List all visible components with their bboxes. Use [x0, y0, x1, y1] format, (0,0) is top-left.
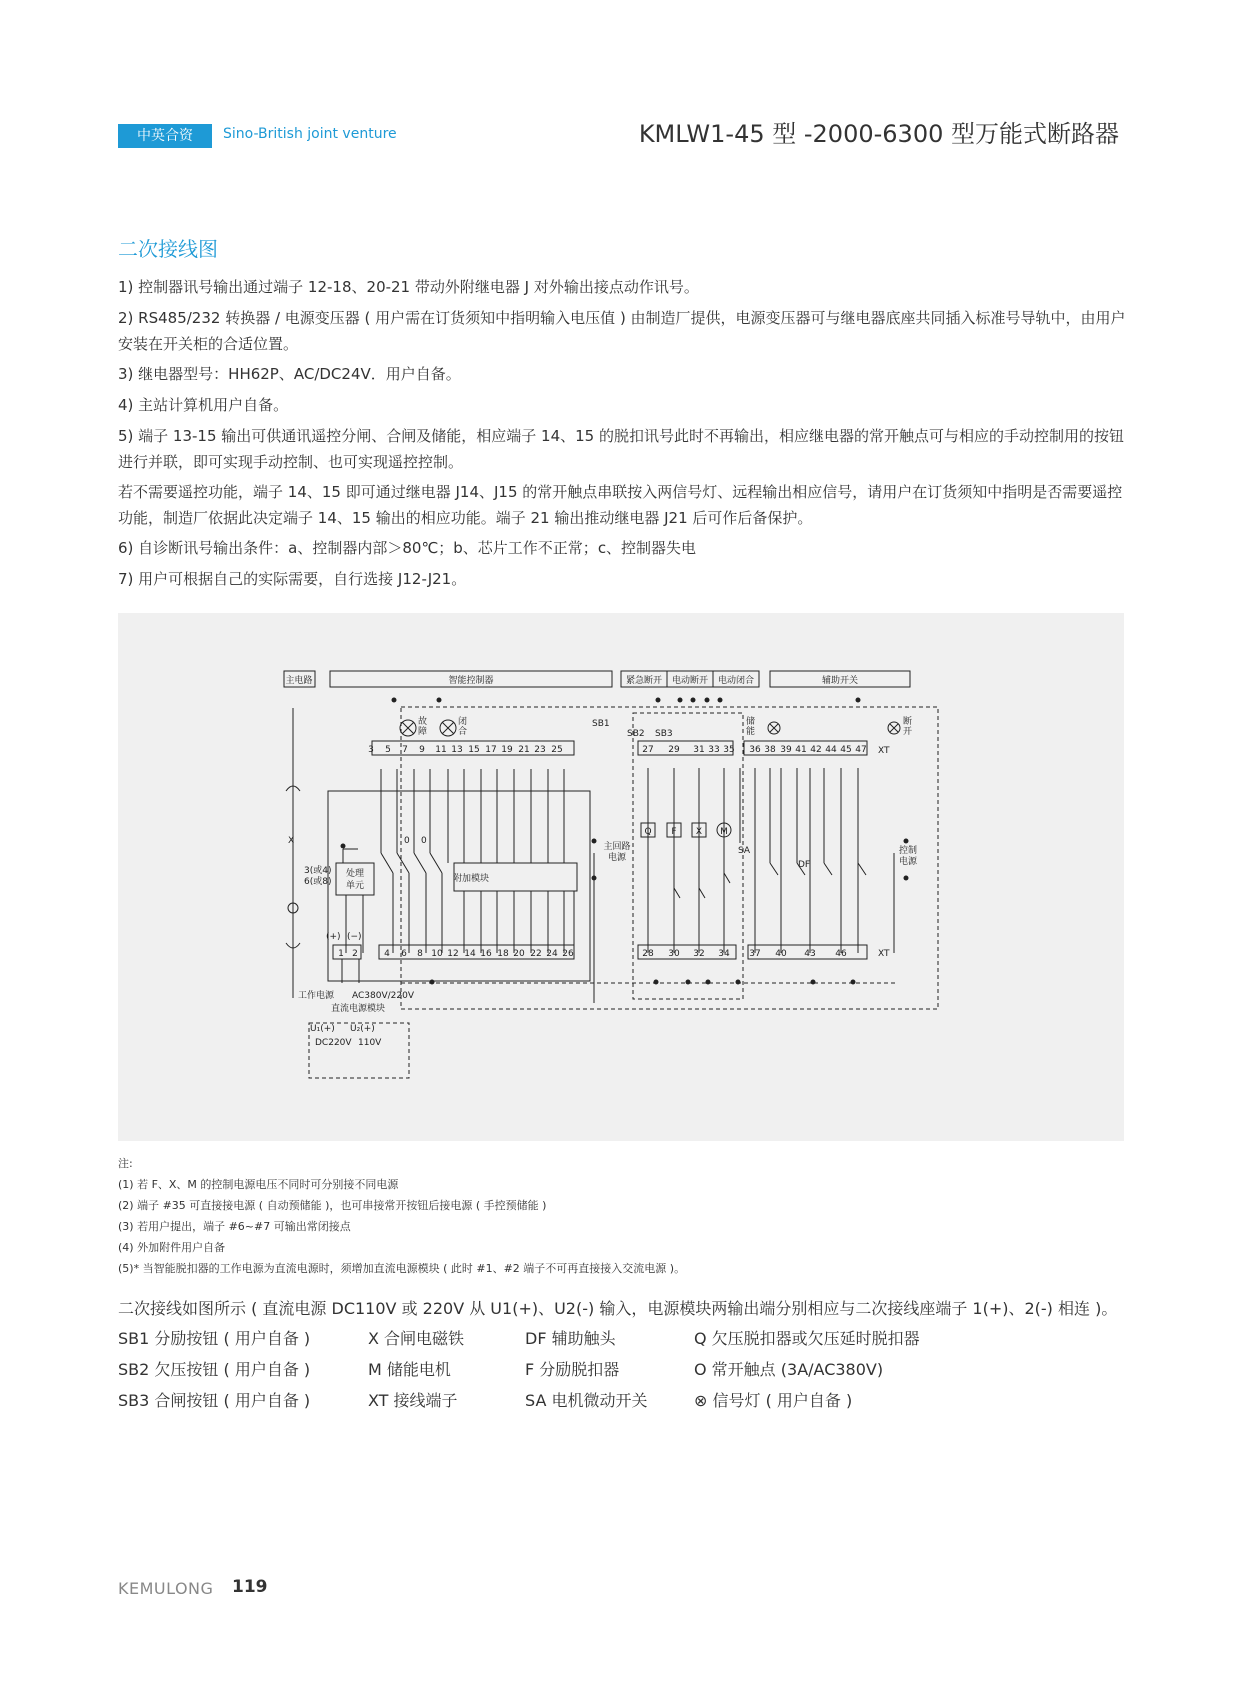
terminal-bottom-10: 10 — [431, 949, 443, 959]
label-plus: (+) — [326, 932, 341, 942]
terminal-top-7: 7 — [402, 745, 408, 755]
legend-item: SB1 分励按钮 ( 用户自备 ) — [118, 1329, 311, 1348]
terminal-top-41: 41 — [795, 745, 807, 755]
label-ct-2: 6(或8) — [304, 877, 332, 887]
lamp-fault-line1: 故 — [418, 717, 428, 727]
terminal-top-15: 15 — [468, 745, 480, 755]
page-number: 119 — [232, 1577, 268, 1597]
terminal-top-36: 36 — [749, 745, 761, 755]
terminal-top-11: 11 — [435, 745, 447, 755]
terminal-bottom-32: 32 — [693, 949, 705, 959]
terminal-top-29: 29 — [668, 745, 680, 755]
label-zero-2: 0 — [421, 836, 427, 846]
terminal-bottom-43: 43 — [804, 949, 816, 959]
coil-x: X — [695, 827, 703, 837]
label-proc-unit-1: 处理 — [345, 869, 365, 879]
note-line: 注: — [118, 1157, 133, 1170]
label-ct-1: 3(或4) — [304, 866, 332, 876]
paragraph: 3) 继电器型号：HH62P、AC/DC24V．用户自备。 — [118, 365, 461, 383]
terminal-top-45: 45 — [840, 745, 852, 755]
terminal-top-21: 21 — [518, 745, 530, 755]
note-line: (3) 若用户提出，端子 #6~#7 可输出常闭接点 — [118, 1220, 351, 1233]
paragraph: 若不需要遥控功能，端子 14、15 即可通过继电器 J14、J15 的常开触点串联按入两信号灯、远程输出相应信号，请用户在订货须知中指明是否需要遥控功能，制造厂依据此决定端子 14、15 输出的相应功能。端子 21 输出推动继电器 J21 后可作后备保护。 — [118, 483, 1123, 527]
legend-item: M 储能电机 — [368, 1360, 451, 1379]
label-sb1: SB1 — [592, 719, 610, 729]
paragraph: 4) 主站计算机用户自备。 — [118, 396, 289, 414]
header-subtitle: Sino-British joint venture — [223, 126, 397, 142]
label-ctrl-power-1: 控制 — [898, 846, 918, 856]
lamp-open-line1: 断 — [903, 717, 913, 727]
terminal-bottom-14: 14 — [464, 949, 476, 959]
terminal-bottom-18: 18 — [497, 949, 509, 959]
label-u1: U₁(+) — [310, 1024, 335, 1034]
terminal-bottom-2: 2 — [352, 949, 358, 959]
terminal-bottom-26: 26 — [562, 949, 574, 959]
paragraph: 6) 自诊断讯号输出条件：a、控制器内部＞80℃；b、芯片工作不正常；c、控制器失电 — [118, 539, 697, 557]
paragraph: 7) 用户可根据自己的实际需要，自行选接 J12-J21。 — [118, 570, 467, 588]
terminal-bottom-6: 6 — [401, 949, 407, 959]
legend-item: SA 电机微动开关 — [525, 1391, 648, 1410]
terminal-bottom-28: 28 — [642, 949, 654, 959]
label-emergency-open: 紧急断开 — [625, 676, 663, 686]
label-sb3: SB3 — [655, 729, 673, 739]
label-x-mark: X — [288, 836, 295, 846]
terminal-bottom-40: 40 — [775, 949, 787, 959]
label-addon-module: 附加模块 — [452, 874, 490, 884]
terminal-bottom-12: 12 — [447, 949, 459, 959]
label-electric-close: 电动闭合 — [717, 676, 755, 686]
legend-item: O 常开触点 (3A/AC380V) — [694, 1360, 884, 1379]
terminal-bottom-46: 46 — [835, 949, 847, 959]
paragraph: 1) 控制器讯号输出通过端子 12-18、20-21 带动外附继电器 J 对外输出接点动作讯号。 — [118, 278, 699, 296]
lamp-close-line2: 合 — [458, 727, 468, 737]
notes — [118, 1153, 685, 1279]
terminal-top-3: 3 — [368, 745, 374, 755]
label-110v: 110V — [358, 1038, 382, 1048]
terminal-bottom-20: 20 — [513, 949, 525, 959]
legend-item: ⊗ 信号灯 ( 用户自备 ) — [694, 1391, 853, 1410]
terminal-top-23: 23 — [534, 745, 546, 755]
terminal-top-31: 31 — [693, 745, 705, 755]
label-main-power-1: 主回路 — [603, 842, 631, 852]
legend-item: XT 接线端子 — [368, 1391, 458, 1410]
label-ac-voltage: AC380V/220V — [352, 991, 414, 1001]
terminal-bottom-16: 16 — [480, 949, 492, 959]
coil-f: F — [671, 827, 677, 837]
label-sa: SA — [738, 846, 751, 856]
legend-item: F 分励脱扣器 — [525, 1360, 620, 1379]
label-df: DF — [798, 860, 811, 870]
label-proc-unit-2: 单元 — [345, 881, 365, 891]
terminal-bottom-30: 30 — [668, 949, 680, 959]
terminal-top-39: 39 — [780, 745, 792, 755]
terminal-top-38: 38 — [764, 745, 776, 755]
terminal-top-47: 47 — [855, 745, 867, 755]
terminal-top-9: 9 — [419, 745, 425, 755]
storage-line1: 储 — [746, 717, 756, 727]
label-dc-module: 直流电源模块 — [330, 1004, 386, 1014]
legend-item: Q 欠压脱扣器或欠压延时脱扣器 — [694, 1329, 920, 1348]
terminal-top-17: 17 — [485, 745, 497, 755]
label-sb2: SB2 — [627, 729, 645, 739]
footer-brand: KEMULONG — [118, 1579, 214, 1598]
note-line: (2) 端子 #35 可直接接电源 ( 自动预储能 )，也可串接常开按钮后接电源 ( 手控预储能 ) — [118, 1199, 547, 1212]
lamp-open-line2: 开 — [903, 727, 913, 737]
wiring-diagram — [118, 613, 1124, 1141]
terminal-bottom-4: 4 — [384, 949, 390, 959]
terminal-top-13: 13 — [451, 745, 463, 755]
wiring-description: 二次接线如图所示 ( 直流电源 DC110V 或 220V 从 U1(+)、U2(-) 输入，电源模块两输出端分别相应与二次接线座端子 1(+)、2(-) 相连 )。 — [118, 1299, 1118, 1318]
note-line: (1) 若 F、X、M 的控制电源电压不同时可分别接不同电源 — [118, 1178, 399, 1191]
section-title: 二次接线图 — [118, 237, 218, 261]
terminal-bottom-1: 1 — [338, 949, 344, 959]
label-aux-switch: 辅助开关 — [821, 676, 859, 686]
label-work-power: 工作电源 — [298, 991, 335, 1001]
paragraph: 2) RS485/232 转换器 / 电源变压器 ( 用户需在订货须知中指明输入电压值 ) 由制造厂提供，电源变压器可与继电器底座共同插入标准号导轨中，由用户 安装在开关柜的合适位置。 — [118, 309, 1141, 353]
terminal-top-35: 35 — [723, 745, 735, 755]
label-controller: 智能控制器 — [448, 676, 494, 686]
legend-item: DF 辅助触头 — [525, 1329, 616, 1348]
label-main-circuit: 主电路 — [285, 676, 313, 686]
terminal-top-44: 44 — [825, 745, 837, 755]
label-u2: U₂(+) — [350, 1024, 375, 1034]
label-xt-bottom: XT — [878, 949, 890, 959]
terminal-bottom-34: 34 — [718, 949, 730, 959]
terminal-top-5: 5 — [385, 745, 391, 755]
page-title: KMLW1-45 型 -2000-6300 型万能式断路器 — [638, 120, 1119, 148]
storage-line2: 能 — [746, 727, 756, 737]
terminal-top-33: 33 — [708, 745, 720, 755]
terminal-bottom-8: 8 — [417, 949, 423, 959]
note-line: (5)* 当智能脱扣器的工作电源为直流电源时，须增加直流电源模块 ( 此时 #1、#2 端子不可再直接接入交流电源 )。 — [118, 1262, 686, 1275]
note-line: (4) 外加附件用户自备 — [118, 1241, 226, 1254]
label-dc220: DC220V — [315, 1038, 352, 1048]
wiring-diagram-svg — [118, 613, 1124, 1141]
lamp-close-line1: 闭 — [458, 717, 468, 727]
terminal-bottom-22: 22 — [530, 949, 542, 959]
terminal-top-25: 25 — [551, 745, 563, 755]
label-zero-1: 0 — [404, 836, 410, 846]
label-electric-open: 电动断开 — [671, 676, 709, 686]
terminal-bottom-37: 37 — [749, 949, 761, 959]
legend-item: SB3 合闸按钮 ( 用户自备 ) — [118, 1391, 311, 1410]
terminal-bottom-24: 24 — [546, 949, 558, 959]
legend-item: SB2 欠压按钮 ( 用户自备 ) — [118, 1360, 311, 1379]
coil-q: Q — [644, 827, 652, 837]
label-ctrl-power-2: 电源 — [898, 857, 918, 867]
terminal-top-42: 42 — [810, 745, 822, 755]
terminal-top-27: 27 — [642, 745, 654, 755]
label-main-power-2: 电源 — [607, 853, 627, 863]
label-minus: (−) — [347, 932, 362, 942]
terminal-top-19: 19 — [501, 745, 513, 755]
header-badge: 中英合资 — [118, 124, 212, 148]
label-xt-top: XT — [878, 746, 890, 756]
lamp-fault-line2: 障 — [418, 727, 428, 737]
paragraph: 5) 端子 13-15 输出可供通讯遥控分闸、合闸及储能，相应端子 14、15 的脱扣讯号此时不再输出，相应继电器的常开触点可与相应的手动控制用的按钮进行并联，即可实现手动控制、也可实现遥控控制。 — [118, 427, 1125, 471]
legend-item: X 合闸电磁铁 — [368, 1329, 465, 1348]
motor-m: M — [720, 827, 728, 837]
